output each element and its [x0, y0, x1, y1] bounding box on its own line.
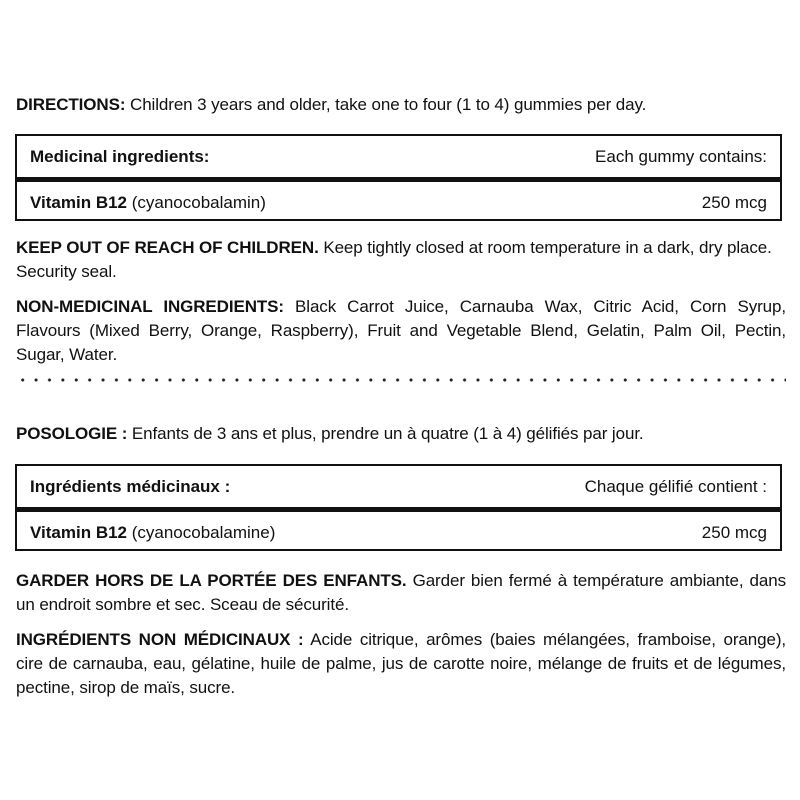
non-medicinal-fr-label: INGRÉDIENTS NON MÉDICINAUX : [16, 630, 304, 649]
non-medicinal-en [16, 295, 786, 367]
directions-fr [16, 422, 786, 446]
dotted-divider [16, 378, 786, 382]
medicinal-table-fr [15, 464, 782, 551]
ingredient-row-fr [30, 522, 767, 544]
ingredient-name-fr: Vitamin B12 [30, 523, 128, 542]
non-medicinal-en-label: NON-MEDICINAL INGREDIENTS: [16, 297, 284, 316]
ingredient-amount-fr: 250 mcg [701, 523, 767, 542]
warning-fr [16, 569, 786, 617]
directions-fr-text: Enfants de 3 ans et plus, prendre un à quatre (1 à 4) gélifiés par jour. [127, 424, 644, 443]
medicinal-table-fr-header [30, 476, 767, 498]
medicinal-table-en-header [30, 146, 767, 168]
ingredient-name-en: Vitamin B12 [30, 193, 128, 212]
directions-en [16, 93, 786, 117]
warning-fr-label: GARDER HORS DE LA PORTÉE DES ENFANTS. [16, 571, 407, 590]
directions-en-label: DIRECTIONS: [16, 95, 126, 114]
per-gummy-header-en: Each gummy contains: [595, 147, 767, 166]
non-medicinal-fr-text: Acide citrique, arômes (baies mélangées, framboise, orange), cire de carnauba, eau, gélatine, huile de palme, jus de carotte noire, mélange de fruits et de légumes, pectine, sirop de maïs, sucre. [16, 630, 787, 697]
non-medicinal-fr [16, 628, 786, 700]
medicinal-table-en [15, 134, 782, 221]
warning-fr-text: Garder bien fermé à température ambiante, dans un endroit sombre et sec. Sceau de sécurité. [16, 571, 786, 614]
non-medicinal-en-text: Black Carrot Juice, Carnauba Wax, Citric Acid, Corn Syrup, Flavours (Mixed Berry, Orange, Raspberry), Fruit and Vegetable Blend, Gelatin, Palm Oil, Pectin, Sugar, Water. [16, 297, 786, 364]
table-divider-fr [17, 507, 780, 512]
table-divider-en [17, 177, 780, 182]
medicinal-header-fr: Ingrédients médicinaux : [30, 477, 231, 496]
warning-en-label: KEEP OUT OF REACH OF CHILDREN. [16, 238, 319, 257]
warning-en-text: Keep tightly closed at room temperature in a dark, dry place. Security seal. [16, 238, 772, 281]
per-gummy-header-fr: Chaque gélifié contient : [584, 477, 767, 496]
ingredient-detail-fr: (cyanocobalamine) [127, 523, 276, 542]
ingredient-amount-en: 250 mcg [701, 193, 767, 212]
directions-fr-label: POSOLOGIE : [16, 424, 128, 443]
ingredient-row-en [30, 192, 767, 214]
warning-en [16, 236, 786, 284]
directions-en-text: Children 3 years and older, take one to four (1 to 4) gummies per day. [125, 95, 647, 114]
ingredient-detail-en: (cyanocobalamin) [127, 193, 266, 212]
medicinal-header-en: Medicinal ingredients: [30, 147, 210, 166]
